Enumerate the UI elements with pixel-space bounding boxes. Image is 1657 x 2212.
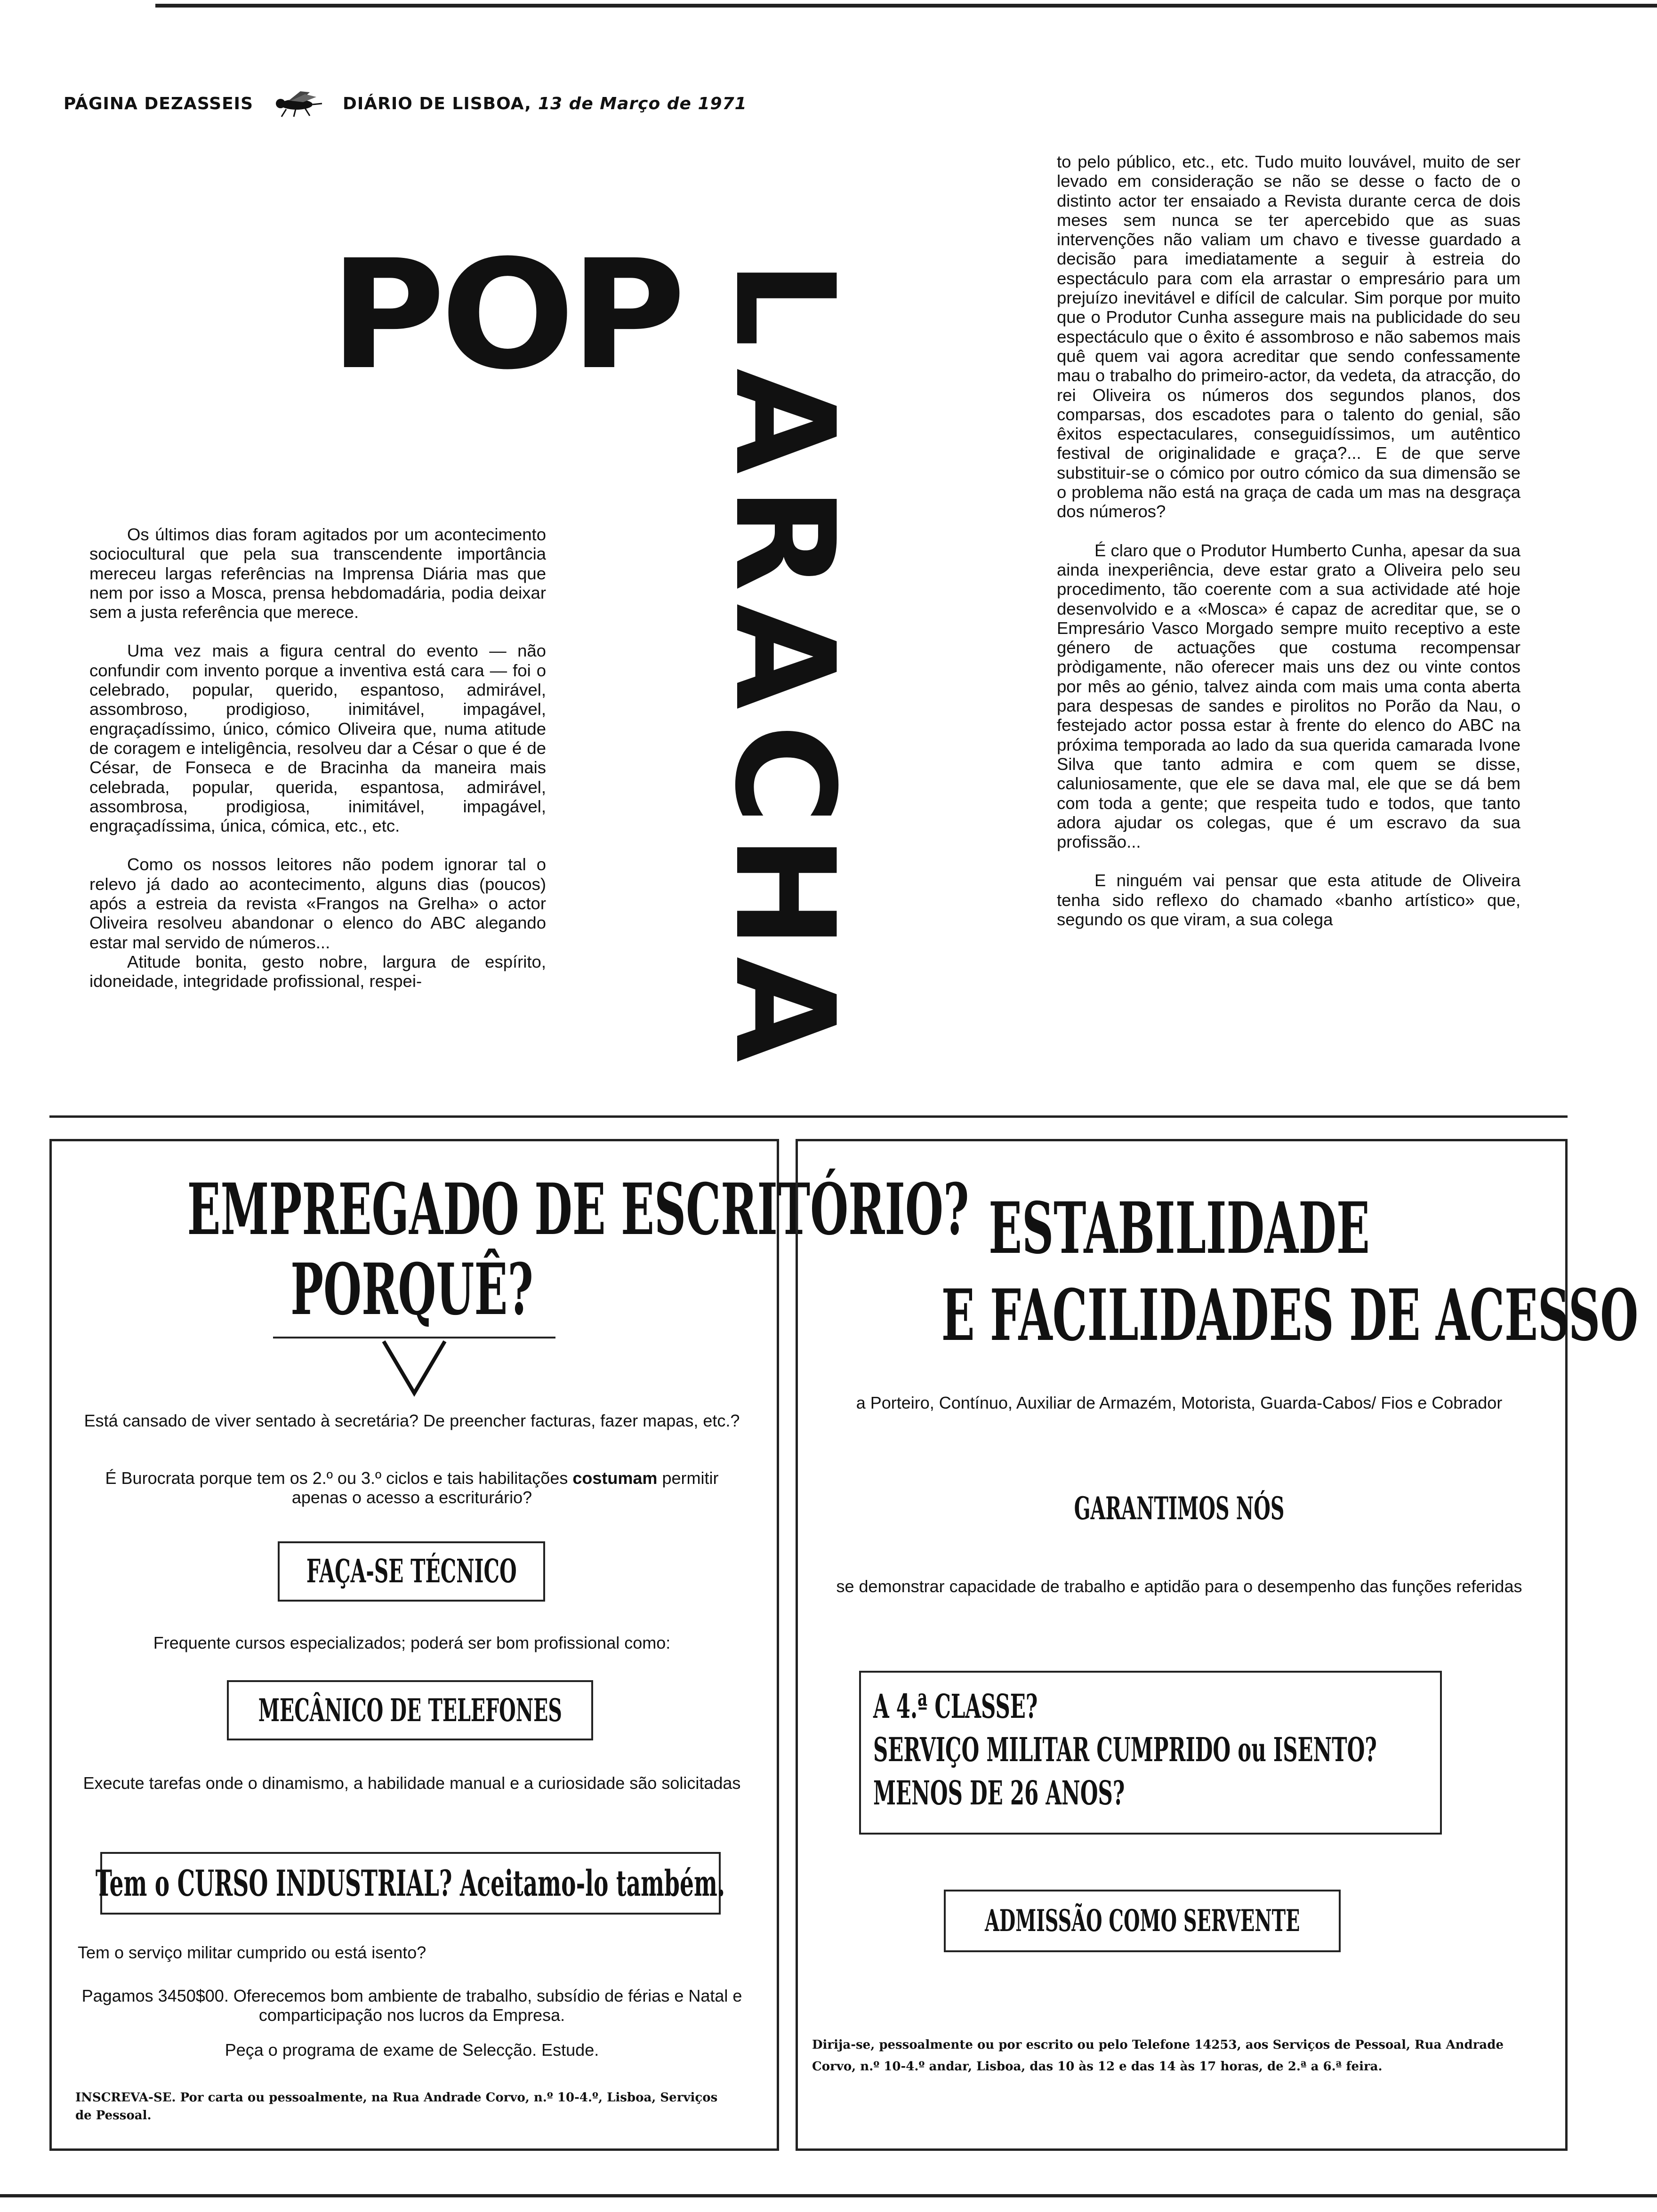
- admissao-servente-box: [944, 1890, 1341, 1952]
- advert-left-p2: [78, 1468, 746, 1507]
- advert-left-p4: Execute tarefas onde o dinamismo, a habilidade manual e a curiosidade são solicitadas: [83, 1773, 741, 1793]
- article-paragraph: E ninguém vai pensar que esta atitude de Oliveira tenha sido reflexo do chamado «banho artístico» que, segundo os que viram, a sua colega: [1057, 871, 1520, 929]
- laracha-letter: A: [705, 603, 863, 710]
- advert-left-p1: Está cansado de viver sentado à secretária? De preencher facturas, fazer mapas, etc.?: [84, 1411, 740, 1430]
- advert-left-p7: Peça o programa de exame de Selecção. Estude.: [225, 2040, 599, 2060]
- advert-left-p3: Frequente cursos especializados; poderá ser bom profissional como:: [153, 1633, 671, 1652]
- curso-industrial-box: [96, 1852, 725, 1915]
- article-paragraph: to pelo público, etc., etc. Tudo muito louvável, muito de ser levado em consideração se não se desse o facto de o distinto actor ter ensaiado a Revista durante cerca de dois meses sem nunca se ter apercebido que as suas intervenções não valiam um chavo e tivesse guardado a decisão para imediatamente a seguir à estreia do espectáculo para com ela arrastar o empresário para um prejuízo inevitável e difícil de calcular. Sim porque por muito que o Produtor Cunha assegure mais na publicidade do seu espectáculo que o êxito é assombroso e não sabemos mais quê quem vai agora acreditar que sendo confessamente mau o trabalho do primeiro-actor, da vedeta, da atracção, do rei Oliveira os números dos segundos planos, dos comparsas, dos escadotes para o talento do genial, são êxitos espectaculares, conseguidíssimos, um autêntico festival de originalidade e graça?... E de que serve substituir-se o cómico por outro cómico da sua dimensão se o problema não está na graça de cada um mas na desgraça dos números?: [1057, 152, 1520, 521]
- laracha-letter: H: [705, 834, 863, 949]
- laracha-letter: R: [705, 486, 863, 592]
- advert-left-footer: INSCREVA-SE. Por carta ou pessoalmente, na Rua Andrade Corvo, n.º 10-4.º, Lisboa, Serviços de Pessoal.: [75, 2091, 718, 2123]
- advert-left-p5: Tem o serviço militar cumprido ou está isento?: [78, 1943, 426, 1962]
- section-separator: [49, 1115, 1568, 1118]
- checkmark-v-icon: [379, 1337, 450, 1398]
- admissao-servente-label: ADMISSÃO COMO SERVENTE: [984, 1903, 1300, 1939]
- laracha-letter: A: [705, 368, 863, 474]
- bottom-rule: [0, 2194, 1657, 2197]
- article-column-2: [1057, 152, 1520, 929]
- laracha-letter: C: [705, 724, 863, 825]
- laracha-letter: L: [705, 260, 863, 347]
- issue-date: 13 de Março de 1971: [538, 94, 747, 113]
- requirements-list: [873, 1685, 1433, 1815]
- advert-left-p6: Pagamos 3450$00. Oferecemos bom ambiente de trabalho, subsídio de férias e Natal e comparticipação nos lucros da Empresa.: [81, 1986, 742, 2025]
- article-paragraph: Como os nossos leitores não podem ignorar tal o relevo já dado ao acontecimento, alguns dias (poucos) após a estreia da revista «Frangos na Grelha» o actor Oliveira resolveu abandonar o elenco do ABC alegando estar mal servido de números...: [89, 855, 546, 952]
- article-paragraph: Atitude bonita, gesto nobre, largura de espírito, idoneidade, integridade profissional, respei-: [89, 952, 546, 991]
- headline-pop: POP: [330, 228, 681, 403]
- advert-right-p1: a Porteiro, Contínuo, Auxiliar de Armazém, Motorista, Guarda-Cabos/ Fios e Cobrador: [856, 1393, 1503, 1412]
- page-number: PÁGINA DEZASSEIS: [64, 94, 253, 113]
- page-header: [64, 87, 747, 120]
- advert-left-subtitle: PORQUÊ?: [290, 1248, 533, 1331]
- advert-left-p2-bold: costumam: [572, 1468, 658, 1488]
- mecanico-telefones-label: MECÂNICO DE TELEFONES: [258, 1692, 562, 1729]
- advert-right-subtitle: E FACILIDADES DE ACESSO: [941, 1274, 1639, 1357]
- advert-right-footer: Dirija-se, pessoalmente ou por escrito ou pelo Telefone 14253, aos Serviços de Pessoal, Rua Andrade Corvo, n.º 10-4.º andar, Lisboa, das 10 às 12 e das 14 às 17 horas, de 2.ª a 6.ª feira.: [812, 2038, 1504, 2074]
- faca-se-tecnico-box: [278, 1541, 545, 1602]
- advert-right-p2: se demonstrar capacidade de trabalho e aptidão para o desempenho das funções referidas: [836, 1577, 1522, 1596]
- mecanico-telefones-box: [227, 1680, 593, 1740]
- advert-left-p2-text-end: permitir apenas o acesso a escriturário?: [291, 1468, 719, 1507]
- mosca-fly-icon: [267, 89, 324, 118]
- article-column-1: [89, 525, 546, 991]
- newspaper-name: DIÁRIO DE LISBOA,: [343, 94, 531, 113]
- requirement-idade: MENOS DE 26 ANOS?: [873, 1773, 1125, 1812]
- top-rule: [155, 4, 1657, 8]
- faca-se-tecnico-label: FAÇA-SE TÉCNICO: [306, 1553, 517, 1590]
- headline-laracha: [705, 256, 863, 1063]
- laracha-letter: A: [705, 956, 863, 1063]
- advert-left-p2-text: É Burocrata porque tem os 2.º ou 3.º ciclos e tais habilitações: [105, 1468, 568, 1488]
- garantimos-nos-heading: GARANTIMOS NÓS: [1074, 1490, 1285, 1527]
- article-paragraph: É claro que o Produtor Humberto Cunha, apesar da sua ainda inexperiência, deve estar grato a Oliveira pelo seu procedimento, tão coerente com a sua actividade até hoje desenvolvido e a «Mosca» é capaz de acreditar que, se o Empresário Vasco Morgado sempre muito receptivo a este género de actuações que costuma recompensar pròdigamente, não oferecer mais uns dez ou vinte contos por mês ao génio, talvez ainda com mais uma conta aberta para despesas de sandes e pirolitos no Porão da Nau, o festejado actor possa estar à frente do elenco do ABC na próxima temporada ao lado da sua querida camarada Ivone Silva que tanto admira e com quem se disse, caluniosamente, que ele se dava mal, ele que se dá bem com toda a gente; que respeita tudo e todos, que tanto adora ajudar os colegas, que é um escravo da sua profissão...: [1057, 540, 1520, 852]
- article-paragraph: Os últimos dias foram agitados por um acontecimento sociocultural que pela sua transcendente importância mereceu largas referências na Imprensa Diária mas que nem por isso a Mosca, prensa hebdomadária, podia deixar sem a justa referência que merece.: [89, 525, 546, 622]
- requirement-servico-militar: SERVIÇO MILITAR CUMPRIDO ou ISENTO?: [873, 1730, 1377, 1769]
- article-paragraph: Uma vez mais a figura central do evento — não confundir com invento porque a inventiva está cara — foi o celebrado, popular, querido, espantoso, admirável, assombroso, prodigioso, inimitável, impagável, engraçadíssimo, único, cómico Oliveira que, numa atitude de coragem e inteligência, resolveu dar a César o que é de César, de Fonseca e de Bracinha da maneira mais celebrada, popular, querida, espantosa, admirável, assombrosa, prodigiosa, inimitável, impagável, engraçadíssima, única, cómica, etc., etc.: [89, 641, 546, 836]
- curso-industrial-label: Tem o CURSO INDUSTRIAL? Aceitamo-lo também.: [96, 1862, 725, 1904]
- requirement-classe: A 4.ª CLASSE?: [873, 1687, 1038, 1726]
- advert-left-title: EMPREGADO DE ESCRITÓRIO?: [187, 1168, 969, 1251]
- advert-right-title: ESTABILIDADE: [989, 1187, 1370, 1270]
